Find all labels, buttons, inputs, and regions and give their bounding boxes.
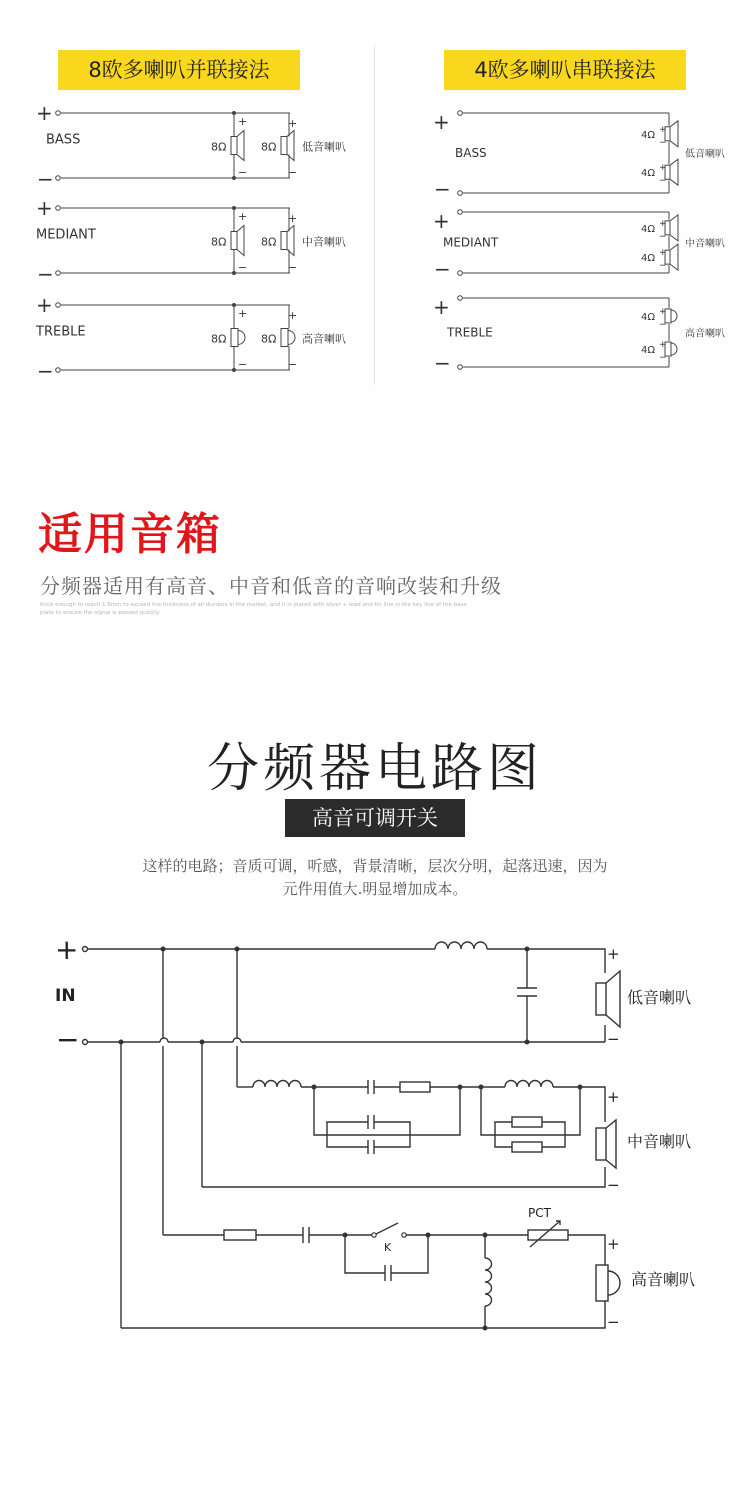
circuit-badge: 高音可调开关	[285, 799, 465, 837]
parallel-mediant-minus-terminal	[56, 271, 61, 276]
switch-label: K	[384, 1241, 392, 1254]
series-treble-speaker-1-pol-minus: −	[659, 319, 667, 330]
parallel-treble-plus-terminal	[56, 303, 61, 308]
parallel-bass-label: 低音喇叭	[302, 140, 346, 154]
parallel-bass-pol-plus-2: +	[288, 117, 298, 130]
tweeter-minus: −	[607, 1313, 620, 1331]
woofer-minus: −	[607, 1030, 620, 1048]
parallel-bass-minus-terminal	[56, 176, 61, 181]
wiring-diagrams	[0, 0, 750, 400]
parallel-bass-plus-sign: +	[36, 101, 53, 125]
series-mediant-plus-terminal	[458, 210, 463, 215]
parallel-treble-pol-minus-1: −	[238, 358, 248, 371]
series-mediant-speaker-1-cone	[670, 215, 678, 241]
parallel-treble-band-label: TREBLE	[36, 324, 86, 340]
parallel-bass-impedance-1: 8Ω	[211, 140, 227, 154]
desc-line-1: 这样的电路；音质可调，听感，背景清晰，层次分明，起落迅速，因为	[142, 857, 608, 875]
series-bass-label: 低音喇叭	[685, 149, 725, 160]
parallel-mediant-plus-sign: +	[36, 196, 53, 220]
series-treble-minus-terminal	[458, 365, 463, 370]
series-mediant-minus-sign: −	[434, 257, 451, 281]
series-bass-plus-sign: +	[433, 110, 450, 134]
tweeter-label: 高音喇叭	[631, 1270, 696, 1289]
crossover-schematic	[0, 925, 750, 1355]
series-mediant-speaker-2-pol-minus: −	[659, 261, 667, 272]
parallel-treble-pol-minus-2: −	[288, 358, 298, 371]
parallel-bass-pol-minus-1: −	[238, 166, 248, 179]
series-bass-speaker-1-cone	[670, 121, 678, 147]
series-treble-minus-sign: −	[434, 351, 451, 375]
woofer-plus: +	[607, 945, 620, 963]
in-plus-sign: +	[55, 933, 79, 966]
series-bass-speaker-1-pol-minus: −	[659, 137, 667, 148]
parallel-bass-minus-sign: −	[37, 167, 54, 191]
series-bass-minus-sign: −	[434, 177, 451, 201]
series-treble-plus-sign: +	[433, 295, 450, 319]
series-bass-speaker-2-impedance: 4Ω	[641, 168, 656, 180]
series-treble-speaker-1-pol-plus: +	[659, 306, 667, 317]
section-subtitle: 分频器适用有高音、中音和低音的音响改装和升级	[40, 574, 502, 598]
parallel-treble-pol-plus-1: +	[238, 307, 248, 320]
series-treble-label: 高音喇叭	[685, 328, 725, 340]
series-treble-plus-terminal	[458, 296, 463, 301]
series-bass-speaker-1-pol-plus: +	[659, 124, 667, 135]
parallel-treble-plus-sign: +	[36, 293, 53, 317]
series-mediant-speaker-1-impedance: 4Ω	[641, 223, 656, 235]
parallel-mediant-impedance-2: 8Ω	[261, 235, 277, 249]
parallel-mediant-pol-plus-2: +	[288, 212, 298, 225]
parallel-bass-speaker-1-cone	[237, 131, 244, 161]
series-mediant-label: 中音喇叭	[685, 238, 725, 250]
series-treble-speaker-2-pol-plus: +	[659, 340, 667, 351]
parallel-treble-speaker-2-dome	[288, 331, 295, 345]
parallel-mediant-speaker-2-cone	[287, 226, 294, 256]
parallel-treble-minus-terminal	[56, 368, 61, 373]
series-bass-plus-terminal	[458, 111, 463, 116]
parallel-bass-pol-minus-2: −	[288, 166, 298, 179]
parallel-mediant-impedance-1: 8Ω	[211, 235, 227, 249]
in-minus-sign: −	[56, 1023, 80, 1056]
tweeter-plus: +	[607, 1235, 620, 1253]
series-treble-speaker-2-impedance: 4Ω	[641, 345, 656, 357]
parallel-treble-pol-plus-2: +	[288, 309, 298, 322]
series-bass-minus-terminal	[458, 191, 463, 196]
series-bass-speaker-1-impedance: 4Ω	[641, 129, 656, 141]
circuit-description	[90, 855, 660, 901]
parallel-treble-minus-sign: −	[37, 359, 54, 383]
parallel-bass-speaker-1	[231, 137, 237, 155]
parallel-treble-speaker-1-dome	[238, 331, 245, 345]
parallel-treble-impedance-1: 8Ω	[211, 332, 227, 346]
series-treble-speaker-2-dome	[671, 343, 677, 355]
circuit-title: 分频器电路图	[206, 739, 543, 799]
woofer-label: 低音喇叭	[627, 988, 692, 1007]
desc-line-2: 元件用值大.明显增加成本。	[282, 880, 468, 898]
section-tiny-text: thick enough to reach 1.8mm to exceed the thickness of all dividers in the market, and it is plated with silver + lead and tin line in the key line of the base plate to ensure the signal is passed quickly.	[40, 602, 467, 616]
parallel-bass-plus-terminal	[56, 111, 61, 116]
series-mediant-speaker-1-pol-minus: −	[659, 231, 667, 242]
parallel-treble-impedance-2: 8Ω	[261, 332, 277, 346]
in-label: IN	[55, 986, 76, 1006]
parallel-mediant-speaker-1	[231, 232, 237, 250]
parallel-mediant-minus-sign: −	[37, 262, 54, 286]
parallel-treble-speaker-1	[231, 329, 238, 347]
parallel-mediant-pol-plus-1: +	[238, 210, 248, 223]
parallel-mediant-label: 中音喇叭	[302, 235, 346, 249]
parallel-mediant-speaker-2	[281, 232, 287, 250]
series-mediant-band-label: MEDIANT	[443, 235, 499, 250]
series-mediant-plus-sign: +	[433, 209, 450, 233]
series-mediant-minus-terminal	[458, 271, 463, 276]
series-bass-band-label: BASS	[455, 146, 487, 160]
parallel-bass-speaker-2	[281, 137, 287, 155]
mid-plus: +	[607, 1088, 620, 1106]
series-treble-speaker-2-pol-minus: −	[659, 353, 667, 364]
series-treble-band-label: TREBLE	[447, 325, 493, 340]
parallel-bass-impedance-2: 8Ω	[261, 140, 277, 154]
mid-minus: −	[607, 1176, 620, 1194]
parallel-treble-label: 高音喇叭	[302, 332, 346, 346]
parallel-bass-pol-plus-1: +	[238, 115, 248, 128]
series-bass-speaker-2-pol-minus: −	[659, 176, 667, 187]
badge-parallel: 8欧多喇叭并联接法	[58, 50, 300, 90]
section-title: 适用音箱	[38, 509, 222, 560]
parallel-treble-speaker-2	[281, 329, 288, 347]
parallel-mediant-plus-terminal	[56, 206, 61, 211]
parallel-mediant-band-label: MEDIANT	[36, 227, 96, 243]
parallel-bass-band-label: BASS	[46, 132, 81, 148]
series-bass-speaker-2-pol-plus: +	[659, 163, 667, 174]
parallel-mediant-pol-minus-1: −	[238, 261, 248, 274]
series-treble-speaker-1-dome	[671, 310, 677, 322]
badge-series: 4欧多喇叭串联接法	[444, 50, 686, 90]
series-mediant-speaker-2-cone	[670, 244, 678, 270]
series-mediant-speaker-2-pol-plus: +	[659, 248, 667, 259]
series-mediant-speaker-1-pol-plus: +	[659, 218, 667, 229]
series-bass-speaker-2-cone	[670, 159, 678, 185]
series-treble-speaker-1-impedance: 4Ω	[641, 311, 656, 323]
mid-label: 中音喇叭	[627, 1132, 692, 1151]
series-mediant-speaker-2-impedance: 4Ω	[641, 253, 656, 265]
pct-label: PCT	[528, 1206, 551, 1220]
parallel-mediant-pol-minus-2: −	[288, 261, 298, 274]
parallel-mediant-speaker-1-cone	[237, 226, 244, 256]
parallel-bass-speaker-2-cone	[287, 131, 294, 161]
